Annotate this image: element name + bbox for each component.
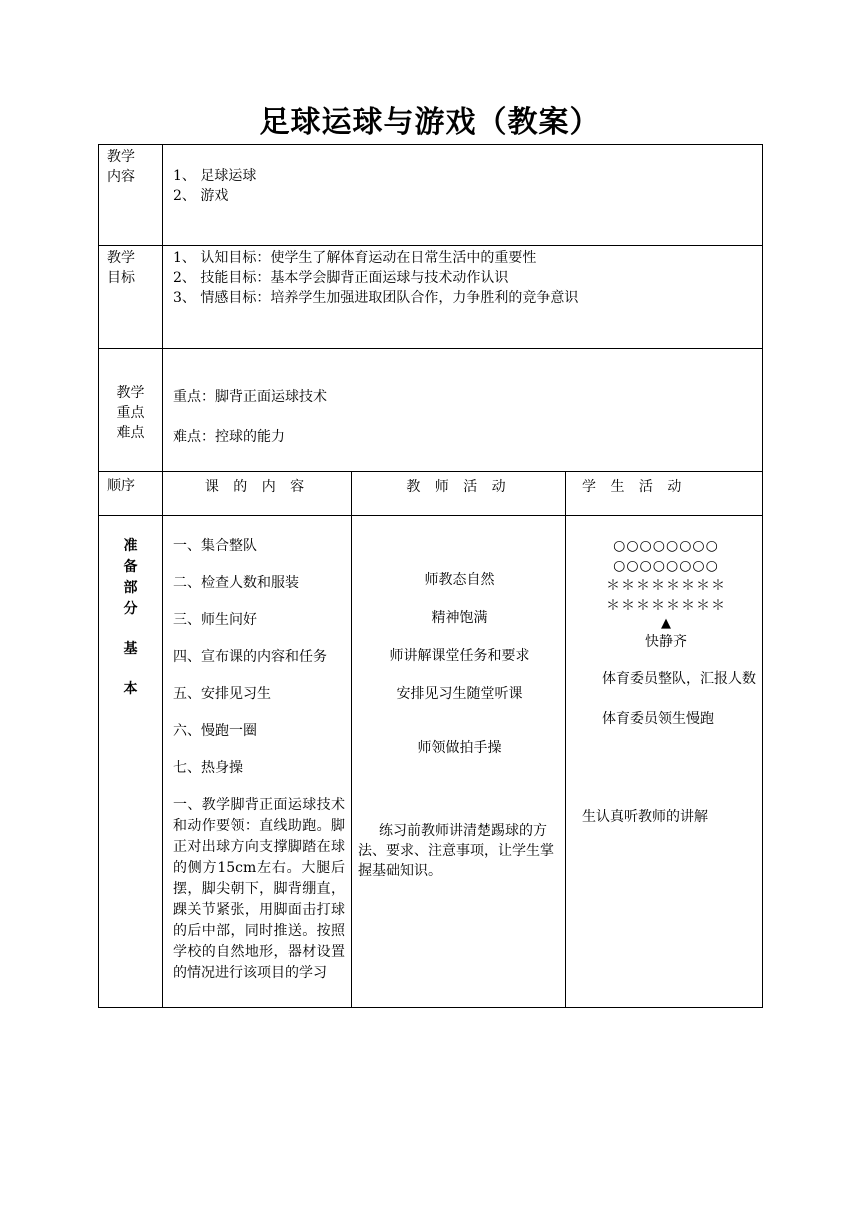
page-title: 足球运球与游戏（教案） [259,105,601,140]
difficulty-text: 难点：控球的能力 [173,429,285,445]
student-activity-cell [566,516,763,1008]
formation-row: ○○○○○○○○ [613,538,719,554]
student-item: 体育委员整队，汇报人数 [602,671,756,687]
goals-cell [163,246,763,349]
goal-item: 1、 认知目标：使学生了解体育运动在日常生活中的重要性 [173,250,537,266]
lesson-content-cell [163,516,352,1008]
lesson-item: 二、检查人数和服装 [173,575,299,591]
teacher-item: 师领做拍手操 [417,740,502,756]
student-item: 生认真听教师的讲解 [582,809,708,825]
teacher-paragraph: 练习前教师讲清楚踢球的方法、要求、注意事项，让学生掌握基础知识。 [358,823,554,879]
student-item: 快静齐 [645,634,687,650]
lesson-item: 一、集合整队 [173,538,257,554]
student-item: 体育委员领生慢跑 [602,711,714,727]
teacher-activity-cell [352,516,566,1008]
goal-item: 2、 技能目标：基本学会脚背正面运球与技术动作认识 [173,270,509,286]
lesson-item: 七、热身操 [173,760,243,776]
formation-row: ＊＊＊＊＊＊＊＊ [606,578,726,594]
teacher-item: 精神饱满 [431,610,488,626]
content-item: 2、 游戏 [173,188,229,204]
row-keypoints [99,349,763,472]
teacher-item: 师讲解课堂任务和要求 [389,648,530,664]
label-keypoints: 教学 重点 难点 [99,349,163,472]
row-body [99,516,763,1008]
row-goals [99,246,763,349]
lesson-item: 三、师生问好 [173,612,257,628]
lesson-item: 五、安排见习生 [173,686,271,702]
lesson-paragraph: 一、教学脚背正面运球技术和动作要领：直线助跑。脚正对出球方向支撑脚踏在球的侧方15cm左右。大腿后摆，脚尖朝下，脚背绷直，踝关节紧张，用脚面击打球的后中部，同时推送。按照学校的自然地形，器材设置的情况进行该项目的学习 [173,797,345,981]
lesson-item: 六、慢跑一圈 [173,723,257,739]
content-cell [163,145,763,246]
formation-row: ＊＊＊＊＊＊＊＊ [606,598,726,614]
content-item: 1、 足球运球 [173,168,257,184]
lesson-plan-table [98,144,763,1008]
label-content: 教学 内容 [99,145,163,246]
row-header [99,472,763,516]
header-teacher: 教 师 活 动 [352,472,566,516]
formation-row: ○○○○○○○○ [613,558,719,574]
section-side: 准 备 部 分 基 本 [99,516,163,1008]
focus-text: 重点：脚背正面运球技术 [173,389,327,405]
header-order: 顺序 [99,472,163,516]
header-lesson: 课 的 内 容 [163,472,352,516]
keypoints-cell [163,349,763,472]
teacher-item: 师教态自然 [424,572,495,588]
teacher-marker-icon: ▲ [661,616,671,631]
lesson-item: 四、宣布课的内容和任务 [173,649,327,665]
row-content [99,145,763,246]
header-student: 学 生 活 动 [566,472,763,516]
goal-item: 3、 情感目标：培养学生加强进取团队合作，力争胜利的竞争意识 [173,290,579,306]
teacher-item: 安排见习生随堂听课 [396,686,523,702]
label-goals: 教学 目标 [99,246,163,349]
